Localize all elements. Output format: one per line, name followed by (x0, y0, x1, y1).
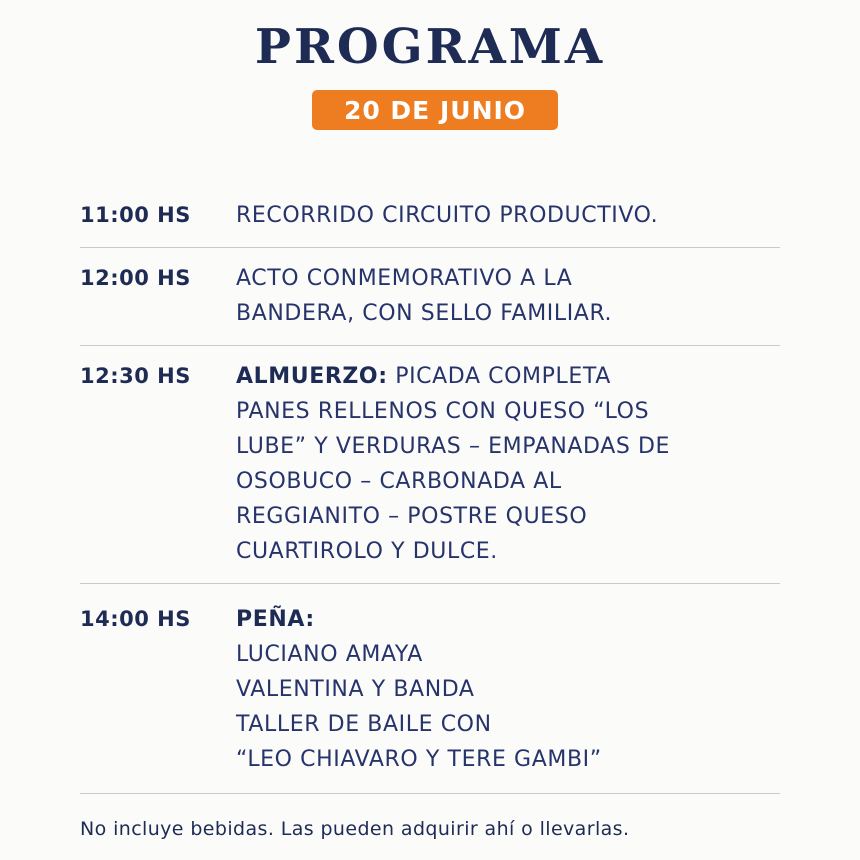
event-line: OSOBUCO – CARBONADA AL (236, 469, 562, 494)
event-line: REGGIANITO – POSTRE QUESO (236, 504, 588, 529)
event-text: PICADA COMPLETA (387, 364, 611, 389)
time-label: 11:00 HS (80, 203, 191, 227)
schedule-row-1200 (80, 248, 780, 346)
event-line: ACTO CONMEMORATIVO A LA (236, 266, 573, 291)
event-line: VALENTINA Y BANDA (236, 677, 475, 702)
event-line (236, 359, 780, 394)
event-line: LUBE” Y VERDURAS – EMPANADAS DE (236, 434, 671, 459)
event-line: LUCIANO AMAYA (236, 642, 423, 667)
event-description (236, 602, 780, 777)
event-label: PEÑA: (236, 607, 315, 632)
event-line: CUARTIROLO Y DULCE. (236, 539, 498, 564)
event-line: BANDERA, CON SELLO FAMILIAR. (236, 301, 613, 326)
time-label: 12:00 HS (80, 266, 191, 290)
time-label: 12:30 HS (80, 364, 191, 388)
time-label: 14:00 HS (80, 607, 191, 631)
footer-note: No incluye bebidas. Las pueden adquirir ahí o llevarlas. (80, 818, 630, 840)
schedule-row-1100 (80, 194, 780, 248)
event-description (236, 359, 780, 569)
page-title: PROGRAMA (254, 19, 606, 75)
schedule-row-1230 (80, 346, 780, 584)
event-line: PANES RELLENOS CON QUESO “LOS (236, 399, 650, 424)
schedule-row-1400 (80, 584, 780, 794)
event-line: RECORRIDO CIRCUITO PRODUCTIVO. (236, 203, 659, 228)
event-label: ALMUERZO: (236, 364, 388, 389)
event-description (236, 261, 780, 331)
event-description (236, 198, 780, 233)
event-line: TALLER DE BAILE CON (236, 712, 492, 737)
date-badge: 20 DE JUNIO (312, 90, 558, 130)
event-line: “LEO CHIAVARO Y TERE GAMBI” (236, 747, 602, 772)
schedule (80, 194, 780, 794)
